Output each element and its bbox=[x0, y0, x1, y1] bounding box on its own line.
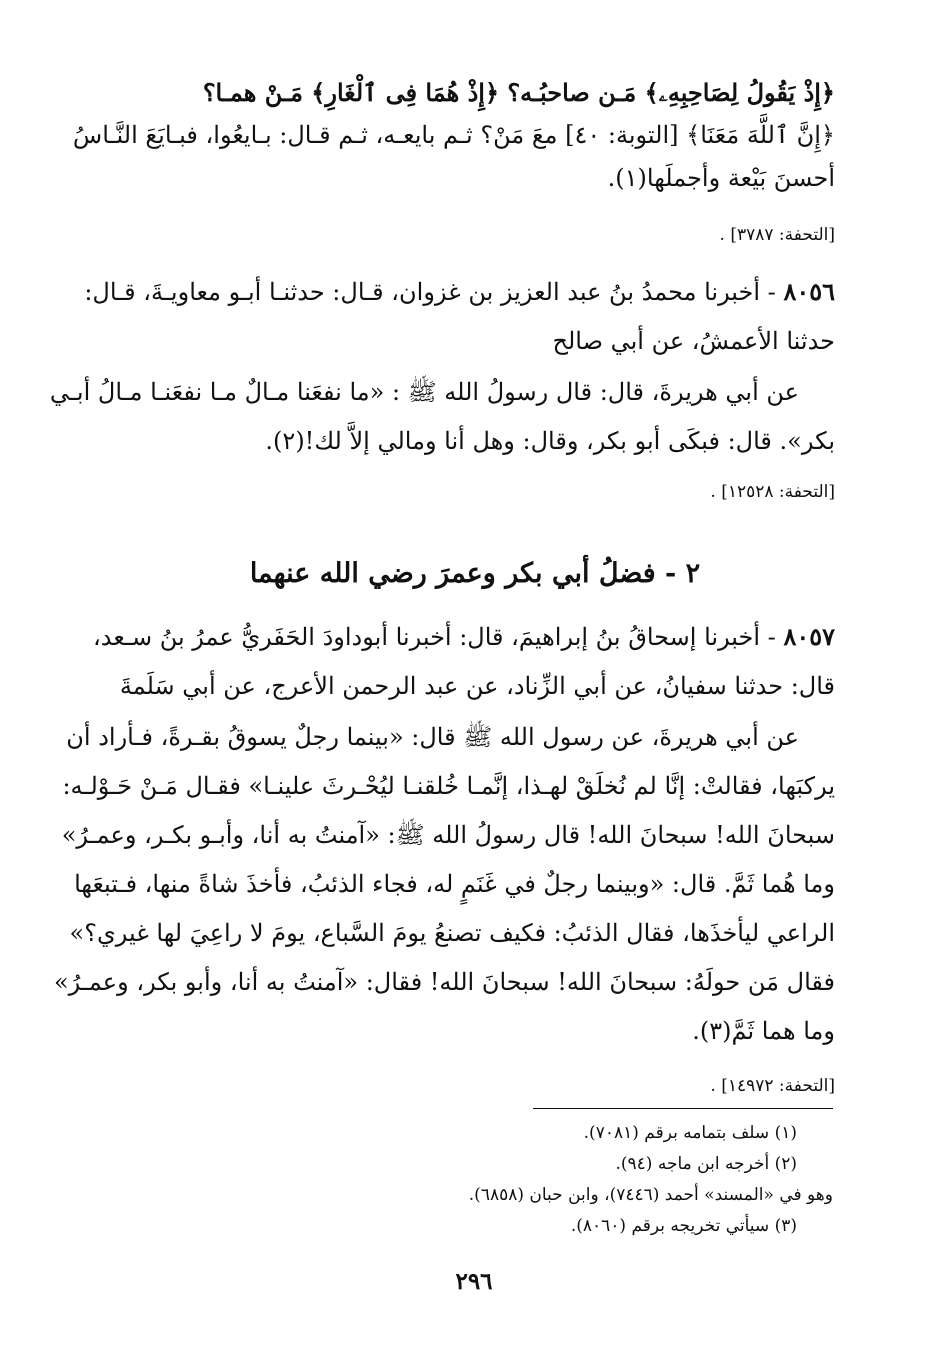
hadith-8056 bbox=[49, 267, 835, 504]
hadith-matn bbox=[53, 713, 835, 1056]
footnote: (٢) أخرجه ابن ماجه (٩٤). bbox=[615, 1154, 797, 1174]
text-line: عن أبي هريرةَ، قال: قال رسولُ الله ﷺ : «ما نفعَنا مـالٌ مـا نفعَنـا مـالُ أبـي bbox=[49, 378, 799, 406]
isnad-text: - أخبرنا محمدُ بنُ عبد العزيز بن غزوان، قـال: حدثنـا أبـو معاويـةَ، قـال: bbox=[84, 278, 776, 306]
page-number: ٢٩٦ bbox=[455, 1268, 493, 1295]
footnotes bbox=[113, 1118, 833, 1242]
text-line: قال: حدثنا سفيانُ، عن أبي الزِّناد، عن عبد الرحمن الأعرج، عن أبي سَلَمةَ bbox=[119, 672, 835, 700]
hadith-number: ٨٠٥٧ bbox=[783, 622, 835, 651]
footnote-divider bbox=[533, 1108, 833, 1109]
text-line bbox=[93, 612, 835, 662]
tuhfa-reference: [التحفة: ٣٧٨٧] . bbox=[719, 225, 835, 245]
text-line: ﴿إِذْ يَقُولُ لِصَاحِبِهِۦ﴾ مَـن صاحبُـه؟ ﴿إِذْ هُمَا فِى ٱلْغَارِ﴾ مَـنْ همـا؟ bbox=[202, 78, 835, 107]
tuhfa-reference: [التحفة: ١٤٩٧٢] . bbox=[710, 1076, 835, 1096]
text-line: الراعي ليأخذَها، فقال الذئبُ: فكيف تصنعُ يومَ السَّباع، يومَ لا راعِيَ لها غيري؟» bbox=[69, 919, 835, 947]
chapter-heading: ٢ - فضلُ أبي بكر وعمرَ رضي الله عنهما bbox=[249, 558, 701, 589]
text-line bbox=[84, 267, 835, 317]
text-line: فقال مَن حولَهُ: سبحانَ الله! سبحانَ الله! فقال: «آمنتُ به أنا، وأبو بكر، وعمـرُ» bbox=[53, 968, 835, 996]
text-line bbox=[115, 68, 835, 117]
hadith-isnad bbox=[84, 267, 835, 366]
text-line: يركبَها، فقالتْ: إنَّا لم نُخلَقْ لهـذا، إنَّمـا خُلقنـا ليُحْـرثَ علينـا» فقـال مَـنْ حَـوْلـه: bbox=[62, 772, 835, 800]
text-line bbox=[115, 154, 835, 203]
text-line: عن أبي هريرةَ، عن رسول الله ﷺ قال: «بينما رجلٌ يسوقُ بقـرةً، فـأراد أن bbox=[66, 723, 799, 751]
page-body bbox=[49, 68, 835, 1098]
footnote: (٣) سيأتي تخريجه برقم (٨٠٦٠). bbox=[570, 1216, 797, 1236]
hadith-number: ٨٠٥٦ bbox=[783, 277, 835, 306]
tuhfa-reference: [التحفة: ١٢٥٢٨] . bbox=[710, 482, 835, 502]
text-line: وما هما ثَمَّ(٣). bbox=[692, 1017, 835, 1045]
footnote: وهو في «المسند» أحمد (٧٤٤٦)، وابن حبان (٦٨٥٨). bbox=[468, 1185, 833, 1205]
text-line: حدثنا الأعمشُ، عن أبي صالح bbox=[552, 327, 835, 355]
text-line: وما هُما ثَمَّ. قال: «وبينما رجلٌ في غَنَمٍ له، فجاء الذئبُ، فأخذَ شاةً منها، فـتبعَها bbox=[74, 870, 835, 898]
hadith-isnad bbox=[93, 612, 835, 711]
hadith-8057 bbox=[53, 612, 835, 1098]
text-line: أحسنَ بَيْعة وأجملَها(١). bbox=[607, 164, 835, 192]
hadith-matn bbox=[49, 368, 835, 466]
text-line: سبحانَ الله! سبحانَ الله! قال رسولُ الله ﷺ: «آمنتُ به أنا، وأبـو بكـر، وعمـرُ» bbox=[61, 821, 835, 849]
text-line: بكر». قال: فبكَى أبو بكر، وقال: وهل أنا ومالي إلاَّ لك!(٢). bbox=[265, 427, 835, 455]
text-line bbox=[72, 111, 835, 160]
isnad-text: - أخبرنا إسحاقُ بنُ إبراهيمَ، قال: أخبرنا أبوداودَ الحَفَريُّ عمرُ بنُ سـعد، bbox=[93, 623, 776, 651]
footnote: (١) سلف بتمامه برقم (٧٠٨١). bbox=[583, 1123, 797, 1143]
hadith-8055-tail bbox=[72, 68, 835, 247]
text-line: ﴿إِنَّ ٱللَّهَ مَعَنَا﴾ [التوبة: ٤٠] معَ مَنْ؟ ثـم بايعـه، ثـم قـال: بـايعُوا، فبـايَعَ النَّـاسُ bbox=[72, 121, 835, 149]
